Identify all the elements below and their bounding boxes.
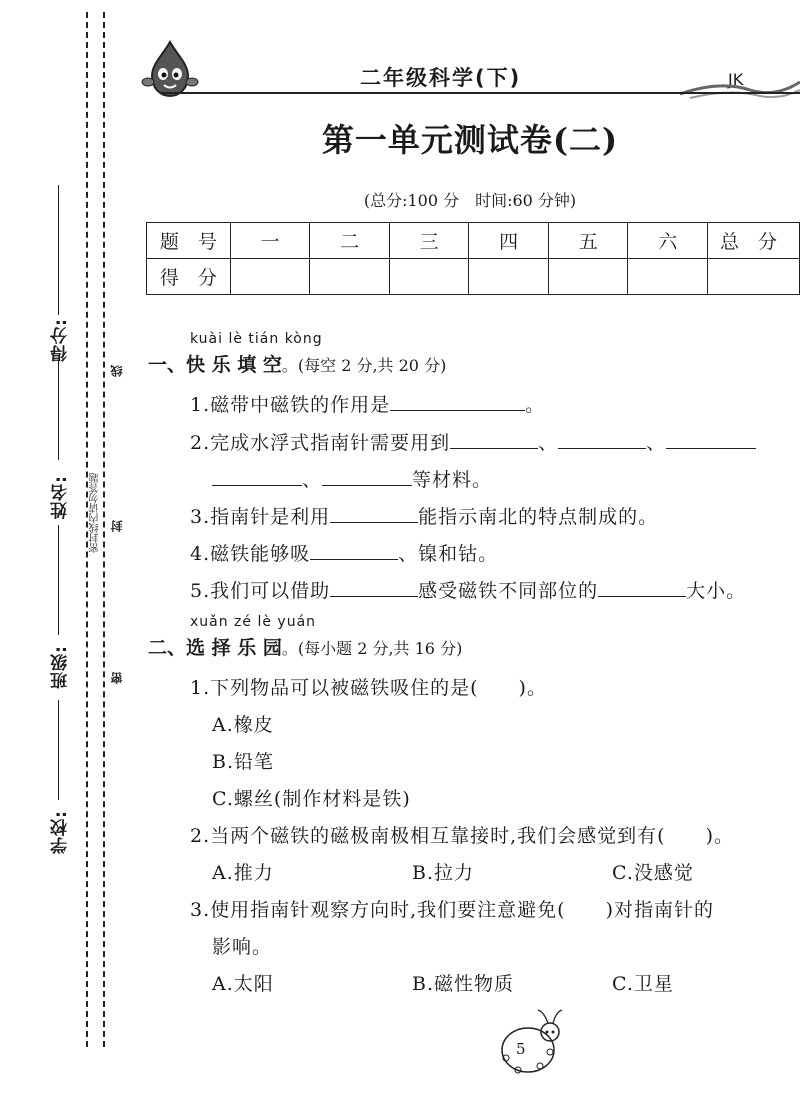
ladybug-icon bbox=[490, 1008, 580, 1083]
s2-q2-option-a[interactable]: A.推力 bbox=[212, 862, 274, 884]
s2-question-1: 1.下列物品可以被磁铁吸住的是( )。 bbox=[190, 677, 547, 699]
score-label: 得分: bbox=[51, 318, 71, 362]
name-label: 姓名: bbox=[51, 475, 71, 519]
score-table bbox=[146, 222, 800, 295]
s1-question-2 bbox=[190, 428, 756, 455]
section1-heading bbox=[148, 350, 446, 377]
s2-question-2: 2.当两个磁铁的磁极南极相互靠接时,我们会感觉到有( )。 bbox=[190, 825, 734, 847]
seal-mark-mi: 密 bbox=[110, 672, 124, 684]
score-table-score-row bbox=[147, 259, 800, 295]
s1-question-3 bbox=[190, 502, 658, 529]
s1-q2-text: 2.完成水浮式指南针需要用到 bbox=[190, 432, 451, 454]
s1-q5-text: 5.我们可以借助 bbox=[190, 580, 331, 602]
score-table-cell: 六 bbox=[628, 223, 708, 259]
score-table-cell: 总 分 bbox=[707, 223, 799, 259]
score-table-cell: 二 bbox=[310, 223, 390, 259]
s1-q2b-end: 等材料。 bbox=[412, 469, 493, 491]
score-table-cell: 四 bbox=[469, 223, 549, 259]
s1-question-4 bbox=[190, 539, 498, 566]
s1-q1-text: 1.磁带中磁铁的作用是 bbox=[190, 394, 391, 416]
section1-pinyin: kuài lè tián kòng bbox=[190, 331, 323, 347]
score-table-cell: 三 bbox=[389, 223, 469, 259]
s1-q4-text: 4.磁铁能够吸 bbox=[190, 543, 311, 565]
s2-question-3-cont: 影响。 bbox=[212, 936, 273, 958]
answer-blank[interactable] bbox=[310, 541, 398, 560]
section2-pinyin: xuǎn zé lè yuán bbox=[190, 614, 317, 630]
score-info: (总分:100 分 时间:60 分钟) bbox=[363, 191, 577, 210]
section2-note: 。(每小题 2 分,共 16 分) bbox=[281, 639, 463, 658]
s2-question-3: 3.使用指南针观察方向时,我们要注意避免( )对指南针的 bbox=[190, 899, 714, 921]
s1-q3-text: 3.指南针是利用 bbox=[190, 506, 331, 528]
page-title: 第一单元测试卷(二) bbox=[321, 121, 619, 159]
score-input-cell[interactable] bbox=[389, 259, 469, 295]
class-field-line bbox=[58, 525, 59, 635]
answer-blank[interactable] bbox=[598, 578, 686, 597]
answer-blank[interactable] bbox=[322, 467, 412, 486]
s2-q3-option-b[interactable]: B.磁性物质 bbox=[412, 973, 515, 995]
section2-heading bbox=[148, 633, 462, 660]
seal-mark-feng: 封 bbox=[110, 520, 124, 532]
mascot-drop-icon bbox=[140, 38, 200, 100]
s1-question-1 bbox=[190, 390, 545, 417]
seal-mark-xian: 线 bbox=[110, 365, 124, 377]
seal-note: 密封线内请勿答题 bbox=[88, 470, 103, 556]
page-number: 5 bbox=[516, 1040, 526, 1058]
score-table-header-row bbox=[147, 223, 800, 259]
s1-q3-end: 能指示南北的特点制成的。 bbox=[418, 506, 659, 528]
score-table-cell: 一 bbox=[230, 223, 310, 259]
answer-blank[interactable] bbox=[330, 504, 418, 523]
section1-title: 一、快 乐 填 空 bbox=[148, 354, 282, 376]
s2-q1-option-c[interactable]: C.螺丝(制作材料是铁) bbox=[212, 788, 411, 810]
answer-blank[interactable] bbox=[558, 430, 646, 449]
s2-q3-option-a[interactable]: A.太阳 bbox=[212, 973, 274, 995]
s2-q3-option-c[interactable]: C.卫星 bbox=[612, 973, 674, 995]
answer-blank[interactable] bbox=[330, 578, 418, 597]
school-field-line bbox=[58, 700, 59, 800]
s2-q1-option-a[interactable]: A.橡皮 bbox=[212, 714, 274, 736]
s2-q2-option-c[interactable]: C.没感觉 bbox=[612, 862, 694, 884]
name-field-line bbox=[58, 360, 59, 460]
s1-q5-end: 大小。 bbox=[686, 580, 747, 602]
section1-note: 。(每空 2 分,共 20 分) bbox=[281, 356, 447, 375]
s1-q1-end: 。 bbox=[525, 394, 546, 416]
score-table-cell: 五 bbox=[548, 223, 628, 259]
s1-q4-end: 、镍和钴。 bbox=[398, 543, 499, 565]
s2-q1-option-b[interactable]: B.铅笔 bbox=[212, 751, 275, 773]
s1-question-2-cont bbox=[212, 465, 492, 492]
s1-q2-sep: 、 bbox=[538, 432, 559, 454]
score-input-cell[interactable] bbox=[628, 259, 708, 295]
class-label: 班级: bbox=[51, 645, 71, 689]
answer-blank[interactable] bbox=[666, 430, 756, 449]
score-input-cell[interactable] bbox=[707, 259, 799, 295]
score-table-cell: 题 号 bbox=[147, 223, 231, 259]
answer-blank[interactable] bbox=[450, 430, 538, 449]
s1-q2-sep: 、 bbox=[646, 432, 667, 454]
score-input-cell[interactable] bbox=[310, 259, 390, 295]
answer-blank[interactable] bbox=[390, 392, 525, 411]
score-input-cell[interactable] bbox=[469, 259, 549, 295]
score-input-cell[interactable] bbox=[548, 259, 628, 295]
s1-q5-mid: 感受磁铁不同部位的 bbox=[418, 580, 599, 602]
header-rule bbox=[160, 92, 800, 94]
section2-title: 二、选 择 乐 园 bbox=[148, 637, 282, 659]
score-row-label: 得 分 bbox=[147, 259, 231, 295]
header-wave-icon bbox=[680, 60, 800, 100]
answer-blank[interactable] bbox=[212, 467, 302, 486]
binding-dashed-line-inner bbox=[103, 12, 105, 1047]
s1-question-5 bbox=[190, 576, 746, 603]
school-label: 学校: bbox=[51, 810, 71, 854]
s2-q2-option-b[interactable]: B.拉力 bbox=[412, 862, 475, 884]
subject-heading: 二年级科学(下) bbox=[360, 66, 522, 90]
edition-mark: JK bbox=[728, 70, 744, 89]
score-input-cell[interactable] bbox=[230, 259, 310, 295]
s1-q2b-sep: 、 bbox=[302, 469, 323, 491]
